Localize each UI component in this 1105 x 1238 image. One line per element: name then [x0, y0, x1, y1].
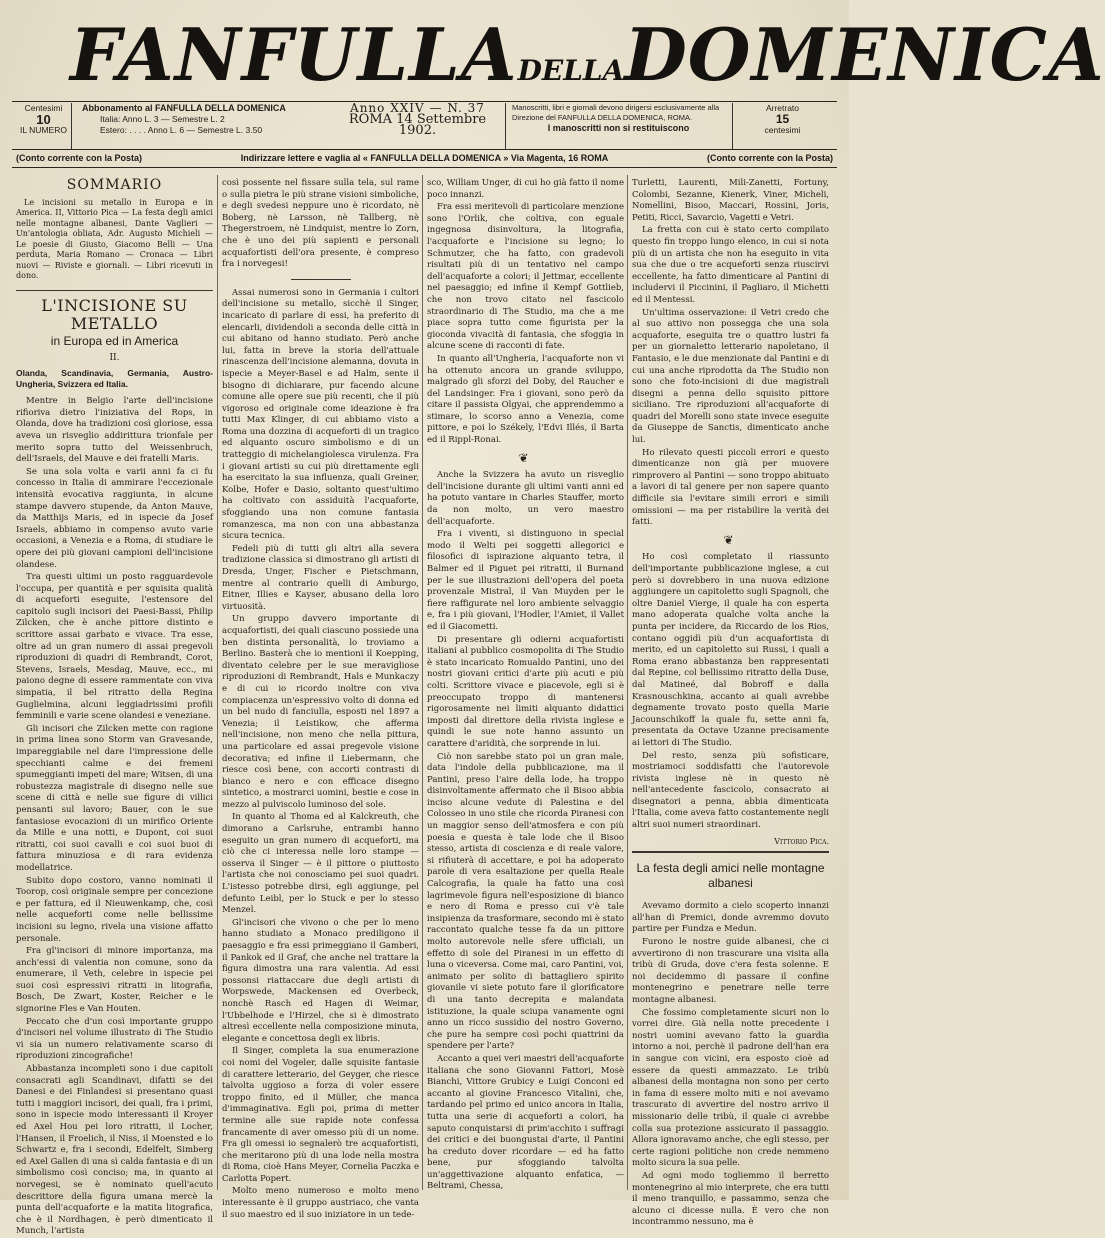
paragraph: Se una sola volta e varii anni fa ci fu concesso in Italia di ammirare l'eccezionale intensità evocativa raggiunta, in alcune stampe davvero stupende, da Anton Mauve, da Matthijs Maris, ed in ispecie da Josef Israels, abbiamo in compenso avuto varie occasioni, a Venezia e a Roma, di studiare le opere dei più giovani campioni dell'incisione olandese. [16, 466, 213, 570]
header-bottom-rule [12, 167, 837, 168]
issue-date: ROMA 14 Settembre 1902. [348, 112, 487, 138]
paragraph: così possente nel fissare sulla tela, sul rame o sulla pietra le più strane visioni simboliche, e degli svedesi neppure uno è ricordato, nè Boberg, nè Larsson, nè Tallberg, nè Thegerstroem, nè Lindquist, mentre lo Zorn, che è uno dei più sapienti e personali acquafortisti dell'ora presente, è compreso fra i norvegesi! [222, 178, 419, 270]
column-4 [632, 178, 829, 1228]
back-issue-number: 15 [775, 112, 790, 126]
sommario-text: Le incisioni su metallo in Europa e in America. II, Vittorio Pica — La festa degli amici nelle montagne albanesi, Dante Vaglieri — Un'antologia obliata, Adr. Augusto Michieli — Le poesie di Giusto, Giacomo Belli — Una perduta, Maria Romano — Cronaca — Libri nuovi — Riviste e giornali. — Libri ricevuti in dono. [16, 197, 213, 281]
paragraph: Un'ultima osservazione: il Vetri credo che al suo attivo non possegga che una sola acquaforte, eseguita tre o quattro lustri fa per un giornaletto letterario napoletano, il Fantasio, e le due menzionate dal Pantini e di cui una anche riprodotta da The Studio non sono che foto-incisioni di due magistrali disegni a penna dello squisito pittore siciliano. Tre riproduzioni all'acquaforte di quadri del Morelli sono state invece eseguite da Giuseppe de Sanctis, dimenticato anche lui. [632, 307, 829, 446]
back-issue-unit: centesimi [764, 125, 801, 135]
article-title: L'INCISIONE SU METALLO [41, 295, 188, 333]
paragraph: Fedeli più di tutti gli altri alla severa tradizione classica si dimostrano gli artisti di Dresda, Unger, Fischer e Pietschmann, mentre al contrario quelli di Amburgo, Eitner, Illies e Kayser, abusano della loro virtuosità. [222, 543, 419, 612]
paragraph: Furono le nostre guide albanesi, che ci avvertirono di non trascurare una visita alla tribù di Gruda, dove c'era festa solenne. E noi decidemmo di passare il confine montenegrino e penetrare nelle terre montagne albanesi. [632, 937, 829, 1005]
manuscript-notice [505, 103, 725, 149]
subscription-italy: Italia: Anno L. 3 — Semestre L. 2 [100, 114, 225, 124]
paragraph: Un gruppo davvero importante di acquafortisti, dei quali ciascuno possiede una ben distinta personalità, lo troviamo a Berlino. Basterà che io mentioni il Koepping, diventato celebre per le sue meravigliose riproduzioni di Rembrandt, Hals e Munkaczy e di cui io ricordo inoltre con viva compiacenza un'espressivo volto di donna ed un bel nudo di fanciulla, esposti nel 1897 a Venezia; il Leistikow, che afferma nell'incisione, non meno che nella pittura, una particolare ed assai pregevole visione decorativa; ed infine il Liebermann, che riesce così bene, con accorti contrasti di bianco e nero e con efficace disegno sintetico, a mostrarci uomini, bestie e cose in mezzo al pulviscolo luminoso del sole. [222, 614, 419, 810]
paragraph: Avevamo dormito a cielo scoperto innanzi all'han di Premici, donde avremmo dovuto partire per Fundza e Medun. [632, 901, 829, 935]
masthead-word-della: DELLA [517, 54, 625, 87]
paragraph: Gl'incisori che vivono o che per lo meno hanno studiato a Monaco prediligono il paesaggio e fra essi primeggiano il Gamberi, il Pankok ed il Graf, che anche nel trattare la figura dimostra una rara valentia. Ad essi possonsi riattaccare due degli artisti di Worpswede, Mackensen ed Overbeck, nonchè Rasch ed Hagen di Weimar, l'Ubbelhode e l'Hirzel, che si è dimostrato altresì eccellente nella composizione minuta, elegante e concettosa degli ex libris. [222, 917, 419, 1044]
sommario-title: SOMMARIO [66, 177, 163, 193]
column-rule-1 [217, 175, 218, 1190]
issue-number: Anno XXIV — N. 37 [350, 101, 485, 115]
paragraph: La fretta con cui è stato certo compilato questo fin troppo lungo elenco, in cui si nota più di un artista che non ha eseguito in vita sua che due o tre acqueforti senza riuscirvi eccellente, ha fatto dimenticare al Pantini di includervi il Piccinini, il Pagliaro, il Michetti ed il Mentessi. [632, 225, 829, 305]
price-number: 10 [36, 112, 51, 127]
address-strip [12, 150, 837, 166]
paragraph: Molto meno numeroso e molto meno interessante è il gruppo austriaco, che vanta il suo maestro ed il suo iniziatore in un tede- [222, 1186, 419, 1220]
back-issue-label: Arretrato [765, 103, 800, 113]
paragraph: Ciò non sarebbe stato poi un gran male, data l'indole della pubblicazione, ma il Pantini, preso l'aire della lode, ha troppo disinvoltamente affermato che il Bisoo abbia inciso alcune vedute di Palestina e del Colosseo in uno stile che ricorda Piranesi con un maggior senso dell'atmosfera e con più poesia e questa è tale lode che il Bisoo stesso, artista di coscienza e di reale valore, si rifiuterà di accettare, e poi ha adoperato parole di vera esaltazione per quella Reale Calcografia, la quale ha fatto una così lagrimevole figura nell'esposizione di bianco e nero di Roma e presso cui v'è tale insipienza da trasformare, secondo mi è stato raccontato qualche tesse fa da un pittore molto autorevole nelle sfere ufficiali, un effetto di sole del Piranesi in un effetto di luna o viceversa. Come mai, caro Pantini, voi, animato per solito di battagliero spirito giovanile vi siete potuto fare il glorificatore di una tanto decrepita e malandata istituzione, la quale sciupa vanamente ogni anno un ricco sussidio del nostro Governo, che pure ha sempre così pochi quattrini da spendere per l'arte? [427, 751, 624, 1052]
article-part: II. [109, 352, 120, 363]
strip-right: (Conto corrente con la Posta) [706, 153, 833, 163]
paragraph: Fra essi meritevoli di particolare menzione sono l'Orlik, che coltiva, con eguale ingegnosa disinvoltura, la litografia, l'acquaforte e l'incisione su legno; lo Schmutzer, che ha fatto, con gradevoli risultati più di un tentativo nel campo dell'acquaforte a colori; il Jettmar, eccellente nel paesaggio; ed infine il Kempf Gottlieb, che non trovo citato nel fascicolo straordinario di The Studio, ma che a me piace sopra tutto come figurista per la gioconda vivacità di fantasia, che sfoggia in alcune scene di racconti di fate. [427, 202, 624, 352]
masthead [70, 12, 1105, 107]
paragraph: Ho rilevato questi piccoli errori e questo dimenticanze non già per muovere rimprovero al Pantini — sono troppo abituato a lavori di tal genere per non sapere quanto difficile sia l'evitare simili errori e simili omissioni — ma per ristabilire la verità dei fatti. [632, 447, 829, 528]
masthead-word-fanfulla: FANFULLA [70, 12, 518, 97]
paragraph: Abbastanza incompleti sono i due capitoli consacrati agli Scandinavi, difatti se dei Danesi e dei Finlandesi si presentano quasi tutti i maggiori incisori, dei quali, fra i primi, sono in ispecie modo interessanti il Kroyer ed Axel Hou pei loro ritratti, il Locher, l'Hansen, il Froelich, il Niss, il Moensted e lo Schwartz e, fra i secondi, Edelfelt, Simberg ed Axel Gallen di una sì calda fantasia e di un simbolismo così conciso; ma, in quanto ai norvegesi, se è nominato quell'acuto descrittore della figura umana mercè la punta dell'acquaforte e la matita litografica, che è il Nordhagen, è però dimenticato il Munch, l'artista [16, 1064, 213, 1237]
paragraph: Ad ogni modo togliemmo il berretto montenegrino al mio interprete, che era tutti il meno tranquillo, e passammo, senza che alcuno ci dicesse nulla. È vero che non incontrammo nessuno, ma è [632, 1170, 829, 1228]
strip-center: Indirizzare lettere e vaglia al « FANFULLA DELLA DOMENICA » Via Magenta, 16 ROMA [240, 153, 609, 163]
strip-left: (Conto corrente con la Posta) [16, 153, 143, 163]
back-issue-box [732, 103, 832, 149]
paragraph: Mentre in Belgio l'arte dell'incisione rifioriva dietro l'iniziativa del Rops, in Olanda, dove ha tradizioni così gloriose, essa aveva un risveglio addirittura trionfale per merito sopra tutto del Weissenbruch, dell'Israels, del Mauve e dei fratelli Maris. [16, 396, 213, 465]
paragraph: Anche la Svizzera ha avuto un risveglio dell'incisione durante gli ultimi vanti anni ed ha potuto vantare in Charles Stauffer, morto da non molto, un vero maestro dell'acquaforte. [427, 470, 624, 527]
article-subtitle: in Europa ed in America [50, 333, 179, 348]
paragraph: Fra gl'incisori di minore importanza, ma anch'essi di valentia non comune, sono da enumerare, il Veth, celebre in ispecie pei suoi così espressivi ritratti in litografia, Bosch, De Zwart, Koster, Reicher e le signorine Fles e Van Houten. [16, 946, 213, 1015]
paragraph: sco, William Unger, di cui ho già fatto il nome poco innanzi. [427, 178, 625, 200]
price-box [16, 103, 72, 149]
paragraph: Che fossimo completamente sicuri non lo vorrei dire. Già nella notte precedente i nostri uomini avevano fatto la guardia intorno a noi, perchè il padrone dell'han era in sangue con vicini, era esposto cioè ad essere da questi ammazzato. Le tribù albanesi della montagna non sono per certo in fama di essere molto miti e noi avevamo trascurato di avvertire del nostro arrivo il missionario delle tribù, il quale ci avrebbe colla sua protezione assicurato il passaggio. Allora ignoravamo anche, che egli stesso, per certe ragioni politiche non crede nemmeno molto sicura la sua pelle. [632, 1007, 829, 1169]
paragraph: Ho così completato il riassunto dell'importante pubblicazione inglese, a cui però si dovrebbero in una nuova edizione aggiungere un capitoletto sugli Spagnoli, che oltre Daniel Vierge, il quale ha con esperta mano adoperata qualche volta anche la punta per incidere, da Riccardo de los Rios, contano oggidì più d'un acquafortista di merito, ed un capitoletto sui Russi, i quali a Roma erano abbastanza ben rappresentati dal Repine, col bellissimo ritratto della Duse, dal Matineé, dal Bobroff e dalla Krasnouschkina, accanto ai quali avrebbe degnamente trovato posto quella Marie Jacounschikoff la quale fu, sette anni fa, presentata da Octave Uzanne precisamente ai lettori di The Studio. [632, 552, 829, 748]
section-heading: Olanda, Scandinavia, Germania, Austro-Ungheria, Svizzera ed Italia. [16, 368, 213, 390]
paragraph: In quanto al Thoma ed al Kalckreuth, che dimorano a Carlsruhe, entrambi hanno eseguito un gran numero di acqueforti, ma ciò che ci interessa nelle loro stampe — osserva il Singer — è il pittore o piuttosto l'artista che noi conosciamo pei suoi quadri. L'istesso potrebbe dirsi, egli aggiunge, pel defunto Leibl, per lo Stuck e per lo stesso Menzel. [222, 812, 419, 916]
column-rule-3 [627, 175, 628, 1190]
issue-info [330, 103, 505, 149]
subscription-title: Abbonamento al FANFULLA DELLA DOMENICA [82, 103, 286, 113]
paragraph: Turletti, Laurenti, Mili-Zanetti, Fortuny, Colombi, Sezanne, Kienerk, Viner, Micheli, Nomellini, Bisoo, Maccari, Rossini, Joris, Petiti, Ricci, Savarcio, Vagetti e Vetri. [632, 178, 829, 223]
subscription-abroad: Estero: . . . . Anno L. 6 — Semestre L. 3.50 [100, 125, 263, 135]
column-2 [222, 178, 419, 1220]
paragraph: Subito dopo costoro, vanno nominati il Toorop, così originale sempre per concezione e per fattura, ed il Nieuwenkamp, che, così nelle acqueforti come nelle bellissime incisioni su legno, rivela una visione affatto personale. [16, 875, 213, 944]
manuscript-note: Manoscritti, libri e giornali devono dirigersi esclusivamente alla Direzione del FANFULLA DELLA DOMENICA, ROMA. [512, 103, 720, 122]
column-rule-2 [422, 175, 423, 1190]
column-1 [16, 177, 213, 1237]
article2-title: La festa degli amici nelle montagne albanesi [636, 861, 825, 891]
price-label: IL NUMERO [20, 125, 67, 135]
column-3 [427, 178, 625, 1192]
paragraph: Gli incisori che Zilcken mette con ragione in prima linea sono Storm van Gravesande, impareggiabile nel dare l'impressione delle specchianti calme e dei fremeni spumeggianti impeti del mare; Witsen, di una robustezza magistrale di disegno nelle sue scene di città e nelle sue figure di villici pensanti sul lavoro; Bauer, con le sue fantasiose evocazioni di un mirifico Oriente da Mille e una notti, e Dupont, coi suoi ritratti, coi suoi cavalli e coi suoi buoi di fattura minuziosa e di rara evidenza modellatrice. [16, 723, 213, 873]
paragraph: Di presentare gli odierni acquafortisti italiani al pubblico cosmopolita di The Studio è stato incaricato Romualdo Pantini, uno dei nostri giovani critici d'arte più acuti e più colti. Scrittore vivace e piacevole, egli si è preoccupato troppo di mantenersi rigorosamente nei limiti alquanto didattici imposti dal direttore della rivista inglese e quindi le sue note hanno assunto un carattere d'aridità, che sorprende in lui. [427, 634, 624, 749]
subscription-box [82, 103, 310, 149]
ornament-icon: ❦ [518, 450, 533, 465]
paragraph: Del resto, senza più sofisticare, mostriamoci soddisfatti che l'autorevole rivista inglese nè in questo nè nell'antecedente fascicolo, consacrato ai disegnatori a penna, abbia dimenticata l'Italia, come aveva fatto costantemente negli altri suoi numeri straordinari. [632, 750, 829, 831]
paragraph: Tra questi ultimi un posto ragguardevole l'occupa, per quantità e per squisita qualità di acqueforti eseguite, l'estensore del capitolo sugli incisori dei Paesi-Bassi, Philip Zilcken, che è anche pittore distinto e scrittore assai garbato e vivace. Tra esse, oltre ad un gran numero di assai pregevoli riproduzioni di quadri di Rembrandt, Corot, Stevens, Israels, Mesdag, Mauve, ecc., mi paiono degne di essere rammentate con viva simpatia, il bel ritratto della Regina Guglielmina, alcuni leggiadrissimi profili femminili e varie scene olandesi e veneziane. [16, 572, 213, 722]
article-signature: Vittorio Pica. [774, 836, 829, 846]
paragraph: Peccato che d'un così importante gruppo d'incisori nel volume illustrato di The Studio vi sia un numero relativamente scarso di riproduzioni zincografiche! [16, 1016, 213, 1062]
manuscript-bold: I manoscritti non si restituiscono [547, 123, 690, 133]
paragraph: In quanto all'Ungheria, l'acquaforte non vi ha ottenuto ancora un grande sviluppo, malgrado gli sforzi del Doby, del Raucher e del Landsinger. Fra i giovani, sono però da citare il passista Olgyai, che apprendemmo a stimare, lo scorso anno a Venezia, come pittore, e poi lo Székely, l'Edvi Illés, il Barta ed il Rippl-Ronai. [427, 353, 624, 446]
paragraph: Il Singer, completa la sua enumerazione coi nomi del Vogeler, dalle squisite fantasie di carattere letterario, del Geyger, che riesce talvolta uggioso a forza di voler essere troppo finito, ed il Müller, che manca d'immaginativa. Egli poi, prima di metter termine alle sue rapide note confessa francamente di aver omesso più di un nome. Fra gli omessi io segnalerò tre acquafortisti, che meritarono più di una lode nella mostra di Roma, cioè Hans Meyer, Cornelia Paczka e Carlotta Popert. [222, 1046, 419, 1184]
ornament-icon: ❦ [723, 532, 738, 547]
paragraph: Fra i viventi, si distinguono in special modo il Welti pei soggetti allegorici e filosofici di ispirazione alquanto tetra, il Balmer ed il Piguet pei ritratti, il Burnand per le sue illustrazioni dell'opera del poeta provenzale Mistral, il Van Muyden per le fiere raffigurate nel loro ambiente selvaggio e, fra i più giovani, l'Hodler, l'Amiet, il Vallet ed il Giacometti. [427, 529, 624, 632]
price-unit: Centesimi [24, 103, 63, 113]
masthead-word-domenica: DOMENICA [624, 12, 1105, 97]
paragraph: Assai numerosi sono in Germania i cultori dell'incisione su metallo, sicchè il Singer, incaricato di parlare di essi, ha preferito di elencarli, dividendoli a seconda delle città in cui abitano od hanno studiato. Però anche lui, fatta in breve la storia dell'attuale rinascenza dell'incisione alemanna, dovuta in ispecie a Meyer-Basel e ad Halm, sente il bisogno di dichiarare, pur facendo alcune comune alle opere sue più recenti, che il più vigoroso ed originale come ideazione è fra tutti Max Klinger, di cui abbiamo visto a Roma una dozzina di acqueforti di un tragico ed alquanto oscuro simbolismo e di un tratteggio di michelangiolesca virulenza. Fra i giovani artisti su cui più direttamente egli ha esercitato la sua influenza, quali Greiner, Kolbe, Hofer e Dasio, soltanto quest'ultimo ha coltivato con assiduità l'acquaforte, sfoggiando una non comune fantasia romanzesca, ma non con una abbastanza sicura tecnica. [222, 287, 419, 542]
paragraph: Accanto a quei veri maestri dell'acquaforte italiana che sono Giovanni Fattori, Mosè Bianchi, Vittore Grubicy e Luigi Conconi ed accanto al giovine Francesco Vitalini, che, tardando pel primo ed unico ancora in Italia, tutta una serie di acqueforti a colori, ha saputo conquistarsi di prim'acchito i suffragi dei critici e dei buongustai d'arte, il Pantini ha creduto dover ricordare — ed ha fatto bene, pur sfoggiando talvolta un'aggettivazione alquanto enfatica, — Beltrami, Chessa, [427, 1053, 624, 1192]
